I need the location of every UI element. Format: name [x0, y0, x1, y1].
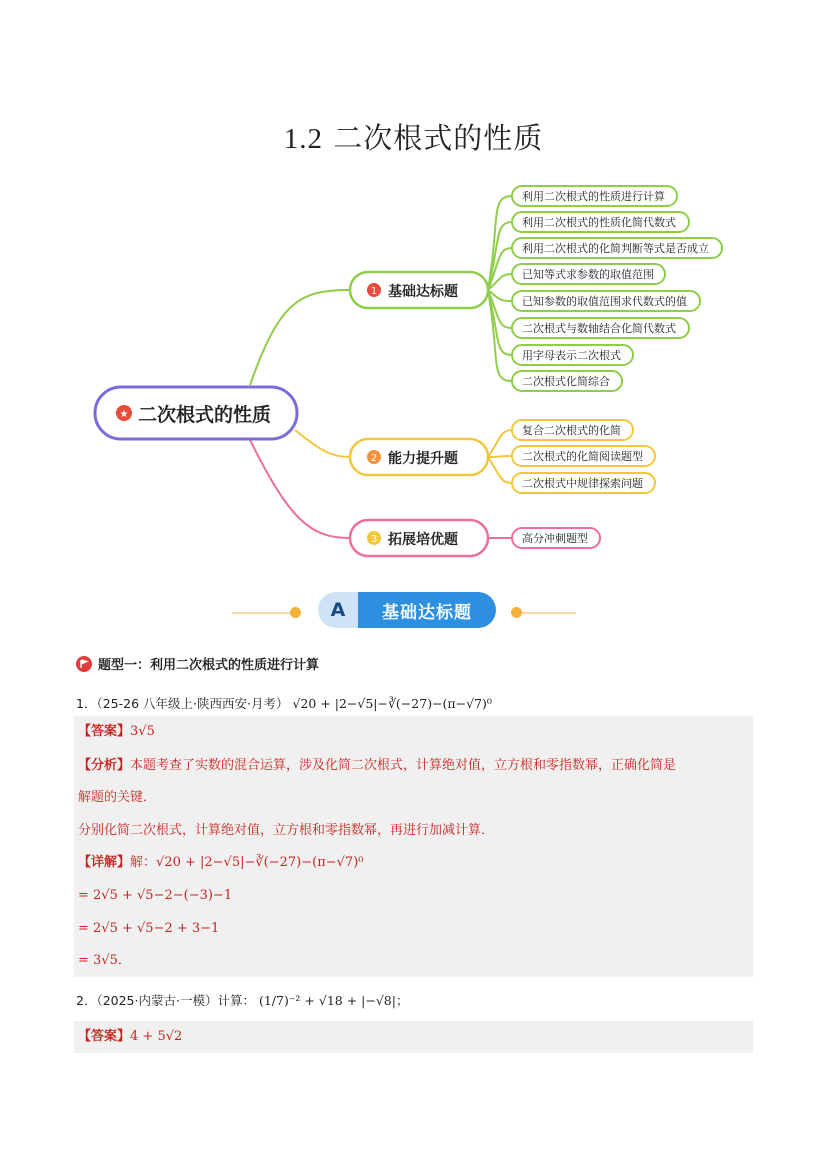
leaf-item: [512, 371, 622, 391]
svg-text:二次根式与数轴结合化简代数式: 二次根式与数轴结合化简代数式: [522, 322, 676, 335]
branch-node-2: [350, 439, 488, 475]
svg-text:用字母表示二次根式: 用字母表示二次根式: [522, 349, 621, 362]
svg-text:高分冲刺题型: 高分冲刺题型: [522, 532, 588, 545]
question-1-prefix: 1．（25-26 八年级上·陕西西安·月考）: [76, 696, 289, 711]
question-2: [76, 991, 408, 1009]
mind-map: [0, 0, 827, 580]
svg-text:利用二次根式的性质进行计算: 利用二次根式的性质进行计算: [522, 190, 665, 203]
type-heading-text: 题型一：利用二次根式的性质进行计算: [98, 658, 320, 673]
root-label: 二次根式的性质: [138, 404, 272, 426]
q1-analysis-2: 解题的关键．: [78, 790, 157, 805]
question-2-expr: (1/7)⁻² + √18 + |−√8|；: [258, 993, 409, 1008]
title-number: 1.2: [283, 123, 323, 155]
leaf-item: [512, 212, 689, 232]
svg-text:利用二次根式的化简判断等式是否成立: 利用二次根式的化简判断等式是否成立: [522, 242, 709, 255]
svg-text:基础达标题: 基础达标题: [388, 284, 458, 300]
banner-line-right: [518, 612, 576, 614]
q1-step-2: = 2√5 + √5−2 + 3−1: [78, 921, 220, 936]
section-letter: A: [318, 592, 358, 628]
svg-text:已知参数的取值范围求代数式的值: 已知参数的取值范围求代数式的值: [522, 295, 687, 308]
question-2-prefix: 2．（2025·内蒙古·一模）计算：: [76, 993, 255, 1008]
svg-text:二次根式的化简阅读题型: 二次根式的化简阅读题型: [522, 450, 643, 463]
svg-text:利用二次根式的性质化简代数式: 利用二次根式的性质化简代数式: [522, 216, 676, 229]
svg-text:3: 3: [370, 534, 378, 545]
svg-text:二次根式化简综合: 二次根式化简综合: [522, 375, 610, 388]
branch-node-3: [350, 520, 488, 556]
question-1-expr: √20 + |2−√5|−∛(−27)−(π−√7)⁰: [292, 696, 492, 711]
leaf-item: [512, 528, 600, 548]
banner-dot-left: [290, 607, 301, 618]
branch-node-1: [350, 272, 488, 308]
section-banner: [318, 592, 496, 628]
leaf-item: [512, 186, 677, 206]
svg-text:★: ★: [119, 409, 129, 420]
q2-answer: 【答案】4 + 5√2: [78, 1029, 183, 1044]
leaf-item: [512, 318, 689, 338]
question-1: [76, 694, 492, 712]
svg-text:能力提升题: 能力提升题: [388, 451, 458, 467]
leaf-item: [512, 446, 655, 466]
leaf-item: [512, 420, 633, 440]
q1-analysis: 【分析】本题考查了实数的混合运算，涉及化简二次根式，计算绝对值，立方根和零指数幂，正确化简是: [78, 758, 677, 773]
q1-answer: 【答案】3√5: [78, 724, 155, 739]
leaf-item: [512, 473, 655, 493]
svg-text:2: 2: [370, 453, 378, 464]
section-title: 基础达标题: [358, 592, 496, 628]
title-text: 二次根式的性质: [333, 121, 544, 155]
leaf-item: [512, 264, 665, 284]
leaf-item: [512, 291, 700, 311]
mind-map-root: [95, 387, 297, 439]
q1-analysis-3: 分别化简二次根式，计算绝对值，立方根和零指数幂，再进行加减计算．: [78, 823, 495, 838]
svg-text:拓展培优题: 拓展培优题: [388, 532, 458, 548]
svg-text:已知等式求参数的取值范围: 已知等式求参数的取值范围: [522, 268, 654, 281]
svg-text:复合二次根式的化简: 复合二次根式的化简: [522, 424, 621, 437]
svg-text:1: 1: [370, 286, 378, 297]
q1-step-3: = 3√5．: [78, 953, 131, 968]
leaf-item: [512, 345, 633, 365]
svg-text:二次根式中规律探索问题: 二次根式中规律探索问题: [522, 477, 643, 490]
banner-dot-right: [511, 607, 522, 618]
leaf-item: [512, 238, 722, 258]
flag-icon: [76, 656, 92, 672]
type-heading: [76, 654, 319, 673]
banner-line-left: [232, 612, 294, 614]
q1-step-1: = 2√5 + √5−2−(−3)−1: [78, 888, 233, 903]
q1-detail: 【详解】解：√20 + |2−√5|−∛(−27)−(π−√7)⁰: [78, 855, 364, 870]
